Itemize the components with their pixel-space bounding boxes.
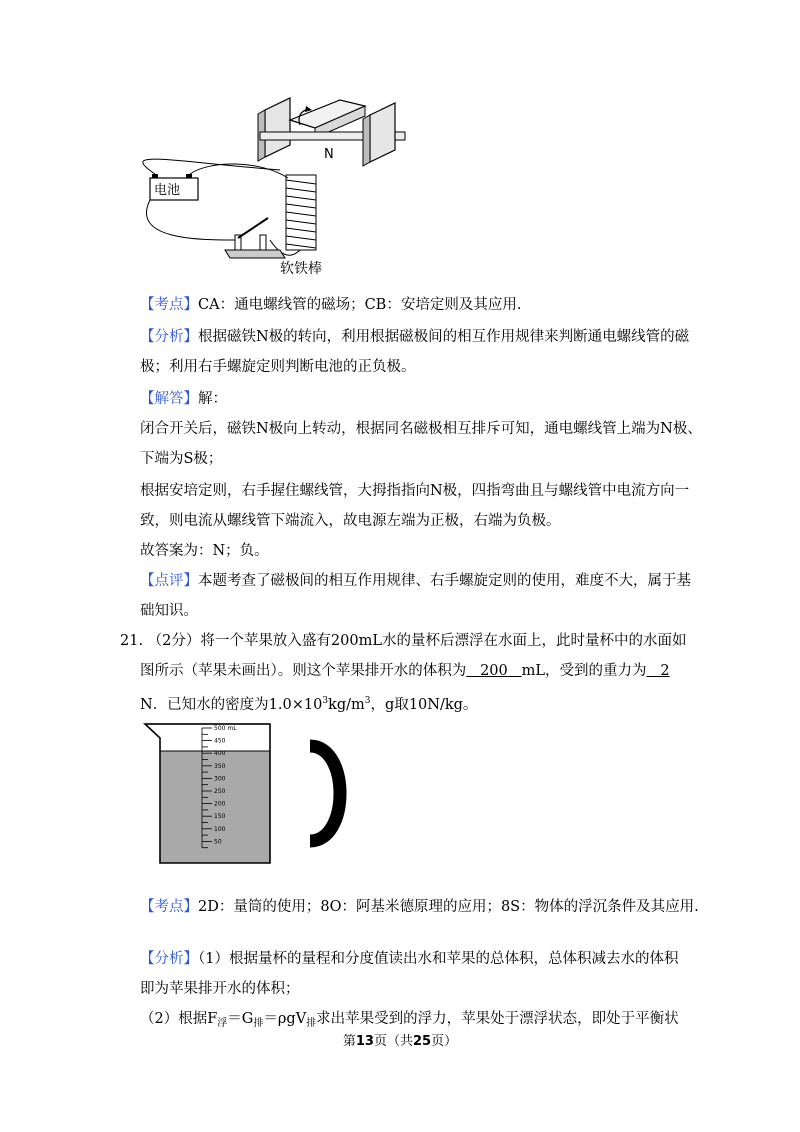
fenxi-2: [140, 944, 680, 974]
analysis-text: ＝G: [227, 1011, 254, 1027]
kaodian-text: CA：通电螺线管的磁场；CB：安培定则及其应用.: [198, 297, 522, 313]
question-21-line1: [120, 626, 687, 656]
subscript: 排: [253, 1018, 264, 1029]
fenxi-1-line2: 极；利用右手螺旋定则判断电池的正负极。: [140, 359, 416, 375]
superscript: 3: [364, 696, 371, 706]
scale-label: 350: [214, 762, 226, 770]
footer-text: 页（共: [373, 1034, 413, 1049]
fenxi-2-line2: 即为苹果排开水的体积；: [140, 981, 300, 997]
question-text: ，g取10N/kg。: [370, 697, 478, 713]
kaodian-1: [140, 290, 680, 320]
soft-iron-rod-label: 软铁棒: [280, 261, 322, 277]
subscript: 浮: [217, 1018, 228, 1029]
question-text: mL，受到的重力为: [521, 663, 647, 679]
kaodian-tag: 【考点】: [140, 297, 198, 313]
dianping-tag: 【点评】: [140, 573, 198, 589]
scale-label: 200: [214, 800, 226, 808]
kaodian-text: 2D：量筒的使用；8O：阿基米德原理的应用；8S：物体的浮沉条件及其应用.: [198, 899, 699, 915]
dianping-1: [140, 566, 691, 596]
question-number: 21.: [120, 633, 144, 649]
page-number: 13: [355, 1034, 374, 1049]
scale-label: 450: [214, 737, 226, 745]
solenoid-circuit-figure: [140, 90, 420, 280]
question-21-line2: [140, 656, 680, 686]
jieda-line2: 下端为S极；: [140, 451, 223, 467]
question-text: kg/m: [328, 697, 365, 713]
answer-2-value: 2: [660, 663, 670, 679]
answer-2: [646, 663, 669, 679]
scale-label: 100: [214, 825, 226, 833]
fenxi-line: 根据磁铁N极的转向，利用根据磁极间的相互作用规律来判断通电螺线管的磁: [198, 329, 690, 345]
question-text: （2分）将一个苹果放入盛有200mL水的量杯后漂浮在水面上，此时量杯中的水面如: [147, 633, 687, 649]
jieda-1: [140, 384, 680, 414]
scale-label: 250: [214, 788, 226, 795]
question-text: 图所示（苹果未画出）。则这个苹果排开水的体积为: [140, 663, 467, 679]
question-text: N．已知水的密度为1.0×10: [140, 697, 323, 713]
scale-label: 150: [214, 813, 226, 821]
subscript: 排: [306, 1018, 317, 1029]
jieda-line5: 故答案为：N；负。: [140, 543, 269, 559]
jieda-line4: 致，则电流从螺线管下端流入，故电源左端为正极，右端为负极。: [140, 513, 561, 529]
page-total: 25: [413, 1034, 432, 1049]
analysis-text: （2）根据F: [140, 1011, 218, 1027]
footer-text: 页）: [431, 1034, 458, 1049]
fenxi-1: [140, 322, 690, 352]
dianping-line: 本题考查了磁极间的相互作用规律、右手螺旋定则的使用，难度不大，属于基: [198, 573, 691, 589]
superscript: 3: [322, 696, 329, 706]
jieda-line3: 根据安培定则，右手握住螺线管，大拇指指向N极，四指弯曲且与螺线管中电流方向一: [140, 483, 690, 499]
measuring-cup-figure: [140, 716, 350, 876]
footer-text: 第: [342, 1034, 356, 1049]
jieda-tag: 【解答】: [140, 391, 198, 407]
scale-label: 50: [214, 838, 222, 846]
answer-1-value: 200: [480, 663, 508, 679]
analysis-text: 求出苹果受到的浮力，苹果处于漂浮状态，即处于平衡状: [316, 1011, 679, 1027]
fenxi-tag: 【分析】: [140, 329, 198, 345]
kaodian-tag: 【考点】: [140, 899, 198, 915]
scale-label: 500 mL: [214, 725, 237, 732]
scale-label: 400: [214, 750, 226, 758]
question-21-line3: [140, 686, 680, 720]
scale-label: 300: [214, 775, 226, 783]
kaodian-2: [140, 892, 699, 922]
fenxi-tag: 【分析】: [140, 951, 198, 967]
magnet-n-label: N: [324, 147, 334, 162]
dianping-1-line2: 础知识。: [140, 603, 198, 619]
jieda-line1: 闭合开关后，磁铁N极向上转动，根据同名磁极相互排斥可知，通电螺线管上端为N极、: [140, 421, 702, 437]
fenxi-line: （1）根据量杯的量程和分度值读出水和苹果的总体积，总体积减去水的体积: [198, 951, 679, 967]
battery-label: 电池: [154, 183, 181, 198]
answer-1: [466, 663, 521, 679]
analysis-text: ＝ρgV: [263, 1011, 307, 1027]
page-footer: [0, 1030, 800, 1049]
jieda-text: 解：: [198, 391, 227, 407]
